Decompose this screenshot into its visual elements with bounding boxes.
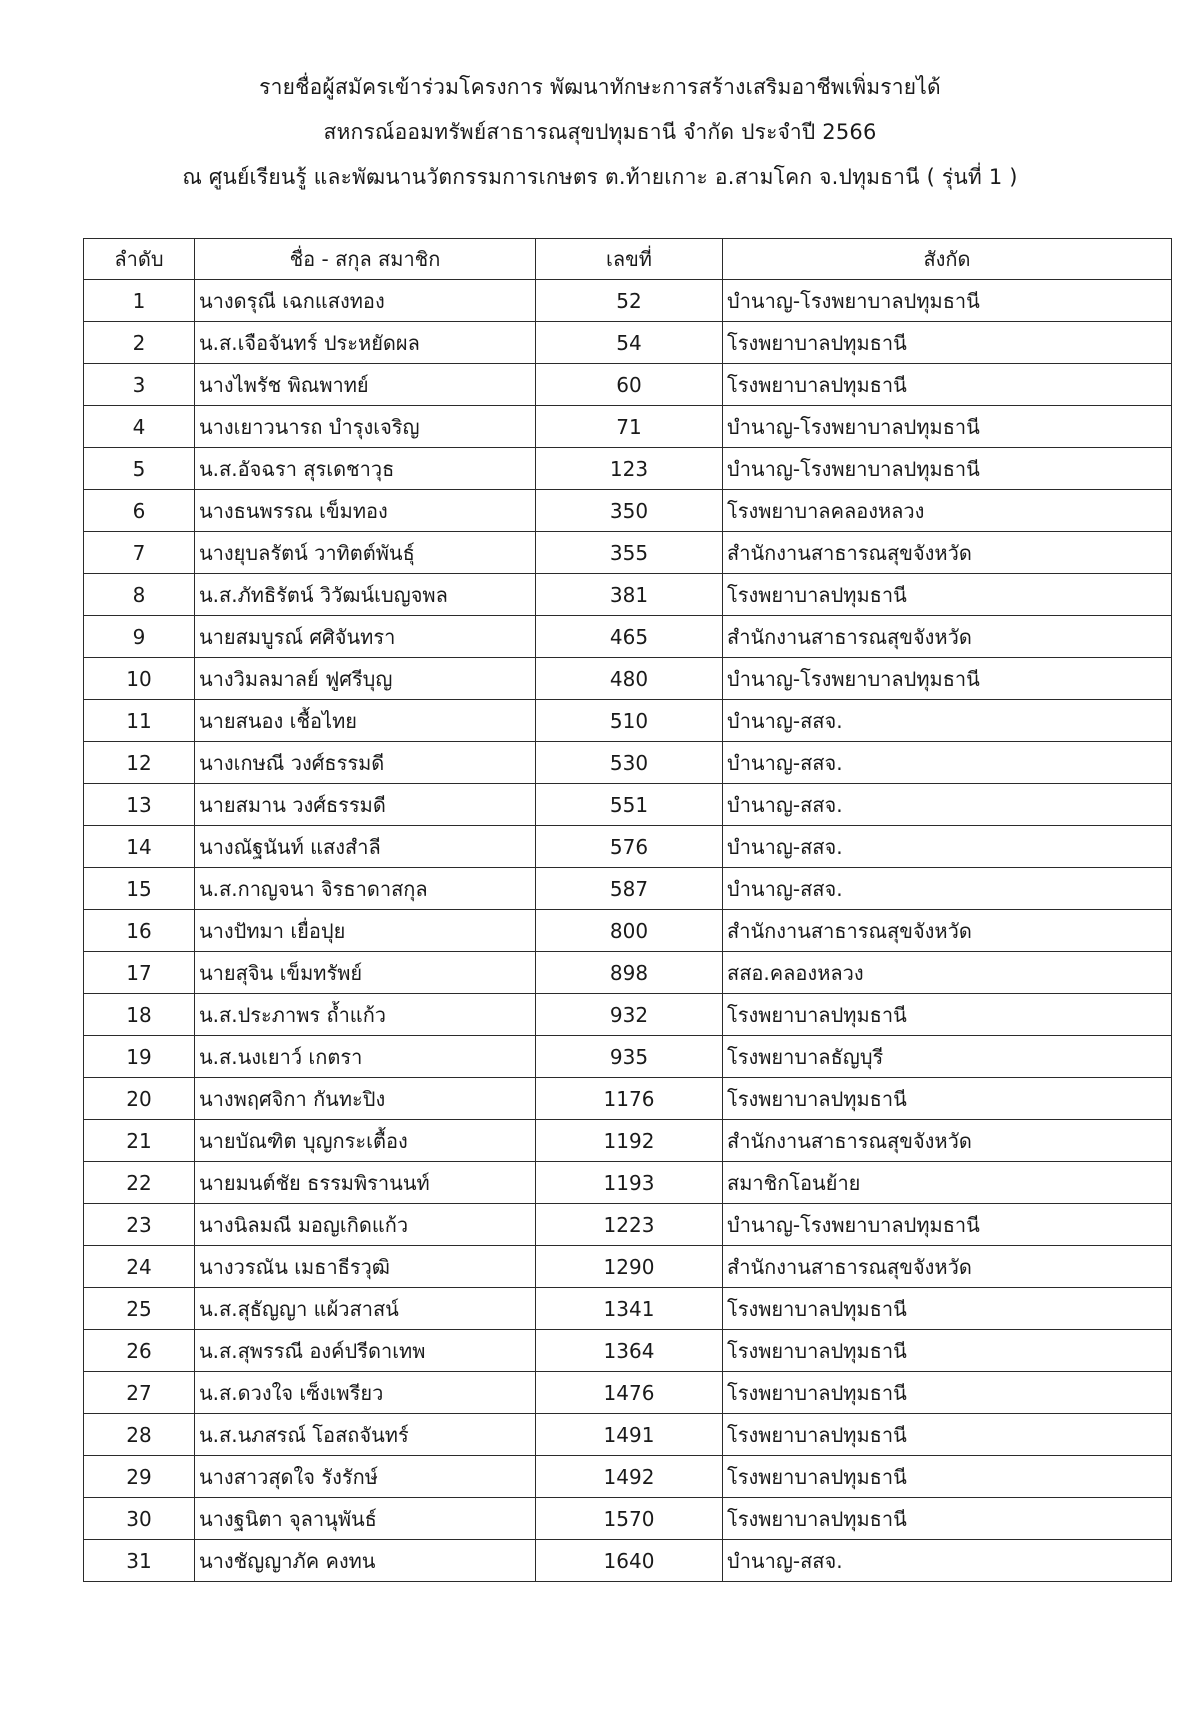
cell-member-number: 932 xyxy=(536,994,723,1036)
table-row xyxy=(84,1162,1172,1204)
table-row xyxy=(84,448,1172,490)
cell-member-number: 54 xyxy=(536,322,723,364)
cell-name: นางชัญญาภัค คงทน xyxy=(195,1540,536,1582)
applicant-table xyxy=(83,238,1172,1582)
cell-affiliation: บำนาญ-โรงพยาบาลปทุมธานี xyxy=(723,658,1172,700)
cell-member-number: 1491 xyxy=(536,1414,723,1456)
table-row xyxy=(84,280,1172,322)
cell-order: 9 xyxy=(84,616,195,658)
cell-affiliation: บำนาญ-สสจ. xyxy=(723,742,1172,784)
table-row xyxy=(84,1120,1172,1162)
cell-member-number: 576 xyxy=(536,826,723,868)
cell-affiliation: บำนาญ-โรงพยาบาลปทุมธานี xyxy=(723,448,1172,490)
cell-order: 6 xyxy=(84,490,195,532)
cell-name: น.ส.นภสรณ์ โอสถจันทร์ xyxy=(195,1414,536,1456)
cell-name: นางเยาวนารถ บำรุงเจริญ xyxy=(195,406,536,448)
cell-affiliation: โรงพยาบาลธัญบุรี xyxy=(723,1036,1172,1078)
table-row xyxy=(84,994,1172,1036)
cell-member-number: 1640 xyxy=(536,1540,723,1582)
table-row xyxy=(84,1456,1172,1498)
table-row xyxy=(84,490,1172,532)
cell-member-number: 71 xyxy=(536,406,723,448)
column-header-name: ชื่อ - สกุล สมาชิก xyxy=(195,239,536,280)
cell-name: น.ส.ประภาพร ถ้ำแก้ว xyxy=(195,994,536,1036)
column-header-order: ลำดับ xyxy=(84,239,195,280)
cell-order: 25 xyxy=(84,1288,195,1330)
cell-member-number: 587 xyxy=(536,868,723,910)
cell-name: น.ส.ภัทธิรัตน์ วิวัฒน์เบญจพล xyxy=(195,574,536,616)
cell-name: นางสาวสุดใจ รังรักษ์ xyxy=(195,1456,536,1498)
table-row xyxy=(84,826,1172,868)
cell-name: น.ส.สุพรรณี องค์ปรีดาเทพ xyxy=(195,1330,536,1372)
cell-affiliation: บำนาญ-สสจ. xyxy=(723,700,1172,742)
cell-name: นางฐนิตา จุลานุพันธ์ xyxy=(195,1498,536,1540)
cell-name: นางเกษณี วงศ์ธรรมดี xyxy=(195,742,536,784)
cell-order: 22 xyxy=(84,1162,195,1204)
cell-affiliation: สมาชิกโอนย้าย xyxy=(723,1162,1172,1204)
cell-name: น.ส.สุธัญญา แผ้วสาสน์ xyxy=(195,1288,536,1330)
cell-order: 3 xyxy=(84,364,195,406)
cell-affiliation: โรงพยาบาลปทุมธานี xyxy=(723,1414,1172,1456)
table-row xyxy=(84,1204,1172,1246)
cell-order: 13 xyxy=(84,784,195,826)
cell-affiliation: สำนักงานสาธารณสุขจังหวัด xyxy=(723,1246,1172,1288)
cell-name: นายสมาน วงศ์ธรรมดี xyxy=(195,784,536,826)
cell-name: นางวรณัน เมธาธีรวุฒิ xyxy=(195,1246,536,1288)
cell-member-number: 123 xyxy=(536,448,723,490)
cell-name: นางนิลมณี มอญเกิดแก้ว xyxy=(195,1204,536,1246)
cell-member-number: 800 xyxy=(536,910,723,952)
cell-member-number: 52 xyxy=(536,280,723,322)
cell-member-number: 1476 xyxy=(536,1372,723,1414)
cell-name: นางดรุณี เฉกแสงทอง xyxy=(195,280,536,322)
cell-order: 18 xyxy=(84,994,195,1036)
cell-affiliation: โรงพยาบาลปทุมธานี xyxy=(723,322,1172,364)
cell-name: น.ส.นงเยาว์ เกตรา xyxy=(195,1036,536,1078)
cell-order: 20 xyxy=(84,1078,195,1120)
cell-affiliation: โรงพยาบาลปทุมธานี xyxy=(723,1498,1172,1540)
cell-member-number: 1364 xyxy=(536,1330,723,1372)
table-row xyxy=(84,700,1172,742)
table-row xyxy=(84,658,1172,700)
table-row xyxy=(84,1288,1172,1330)
cell-name: นายสุจิน เข็มทรัพย์ xyxy=(195,952,536,994)
cell-member-number: 530 xyxy=(536,742,723,784)
cell-affiliation: โรงพยาบาลปทุมธานี xyxy=(723,1456,1172,1498)
cell-affiliation: โรงพยาบาลปทุมธานี xyxy=(723,1372,1172,1414)
table-row xyxy=(84,952,1172,994)
table-row xyxy=(84,1498,1172,1540)
cell-affiliation: โรงพยาบาลปทุมธานี xyxy=(723,1330,1172,1372)
cell-affiliation: โรงพยาบาลปทุมธานี xyxy=(723,1288,1172,1330)
cell-member-number: 1290 xyxy=(536,1246,723,1288)
table-row xyxy=(84,868,1172,910)
cell-member-number: 1492 xyxy=(536,1456,723,1498)
cell-order: 1 xyxy=(84,280,195,322)
table-row xyxy=(84,1246,1172,1288)
cell-affiliation: สำนักงานสาธารณสุขจังหวัด xyxy=(723,1120,1172,1162)
cell-order: 11 xyxy=(84,700,195,742)
cell-name: นายสนอง เชื้อไทย xyxy=(195,700,536,742)
table-row xyxy=(84,784,1172,826)
cell-order: 21 xyxy=(84,1120,195,1162)
cell-order: 15 xyxy=(84,868,195,910)
column-header-member-number: เลขที่ xyxy=(536,239,723,280)
cell-affiliation: สำนักงานสาธารณสุขจังหวัด xyxy=(723,910,1172,952)
cell-name: นางณัฐนันท์ แสงสำลี xyxy=(195,826,536,868)
cell-member-number: 510 xyxy=(536,700,723,742)
table-row xyxy=(84,406,1172,448)
cell-member-number: 1176 xyxy=(536,1078,723,1120)
cell-affiliation: บำนาญ-สสจ. xyxy=(723,784,1172,826)
cell-name: นางยุบลรัตน์ วาทิตต์พันธุ์ xyxy=(195,532,536,574)
cell-member-number: 1192 xyxy=(536,1120,723,1162)
cell-member-number: 60 xyxy=(536,364,723,406)
cell-order: 14 xyxy=(84,826,195,868)
cell-affiliation: บำนาญ-สสจ. xyxy=(723,1540,1172,1582)
cell-name: นางวิมลมาลย์ ฟูศรีบุญ xyxy=(195,658,536,700)
cell-affiliation: สสอ.คลองหลวง xyxy=(723,952,1172,994)
table-row xyxy=(84,1330,1172,1372)
cell-name: นายบัณฑิต บุญกระเตื้อง xyxy=(195,1120,536,1162)
cell-order: 2 xyxy=(84,322,195,364)
table-row xyxy=(84,364,1172,406)
cell-order: 16 xyxy=(84,910,195,952)
cell-order: 17 xyxy=(84,952,195,994)
table-row xyxy=(84,616,1172,658)
cell-name: น.ส.ดวงใจ เซ็งเพรียว xyxy=(195,1372,536,1414)
cell-member-number: 350 xyxy=(536,490,723,532)
cell-name: นางพฤศจิกา กันทะปิง xyxy=(195,1078,536,1120)
cell-order: 27 xyxy=(84,1372,195,1414)
cell-name: น.ส.เจือจันทร์ ประหยัดผล xyxy=(195,322,536,364)
table-header-row xyxy=(84,239,1172,280)
cell-member-number: 1193 xyxy=(536,1162,723,1204)
cell-order: 29 xyxy=(84,1456,195,1498)
cell-affiliation: บำนาญ-โรงพยาบาลปทุมธานี xyxy=(723,1204,1172,1246)
cell-member-number: 381 xyxy=(536,574,723,616)
table-row xyxy=(84,322,1172,364)
cell-name: น.ส.อัจฉรา สุรเดชาวุธ xyxy=(195,448,536,490)
cell-order: 26 xyxy=(84,1330,195,1372)
cell-name: นางปัทมา เยื่อปุย xyxy=(195,910,536,952)
document-title: รายชื่อผู้สมัครเข้าร่วมโครงการ พัฒนาทักษะการสร้างเสริมอาชีพเพิ่มรายได้ xyxy=(259,75,941,99)
cell-order: 31 xyxy=(84,1540,195,1582)
table-row xyxy=(84,1036,1172,1078)
cell-member-number: 898 xyxy=(536,952,723,994)
cell-order: 24 xyxy=(84,1246,195,1288)
table-row xyxy=(84,574,1172,616)
cell-affiliation: โรงพยาบาลปทุมธานี xyxy=(723,994,1172,1036)
cell-affiliation: โรงพยาบาลปทุมธานี xyxy=(723,1078,1172,1120)
table-row xyxy=(84,1414,1172,1456)
cell-order: 12 xyxy=(84,742,195,784)
cell-name: นายมนต์ชัย ธรรมพิรานนท์ xyxy=(195,1162,536,1204)
cell-order: 7 xyxy=(84,532,195,574)
cell-affiliation: บำนาญ-โรงพยาบาลปทุมธานี xyxy=(723,406,1172,448)
cell-order: 30 xyxy=(84,1498,195,1540)
cell-member-number: 551 xyxy=(536,784,723,826)
cell-member-number: 465 xyxy=(536,616,723,658)
cell-name: น.ส.กาญจนา จิรธาดาสกุล xyxy=(195,868,536,910)
table-row xyxy=(84,1540,1172,1582)
cell-affiliation: สำนักงานสาธารณสุขจังหวัด xyxy=(723,532,1172,574)
cell-member-number: 935 xyxy=(536,1036,723,1078)
table-row xyxy=(84,742,1172,784)
cell-affiliation: โรงพยาบาลคลองหลวง xyxy=(723,490,1172,532)
cell-affiliation: โรงพยาบาลปทุมธานี xyxy=(723,574,1172,616)
cell-affiliation: โรงพยาบาลปทุมธานี xyxy=(723,364,1172,406)
cell-member-number: 1570 xyxy=(536,1498,723,1540)
cell-member-number: 480 xyxy=(536,658,723,700)
table-row xyxy=(84,1078,1172,1120)
cell-order: 19 xyxy=(84,1036,195,1078)
cell-order: 10 xyxy=(84,658,195,700)
cell-order: 5 xyxy=(84,448,195,490)
cell-order: 28 xyxy=(84,1414,195,1456)
cell-member-number: 1223 xyxy=(536,1204,723,1246)
document-subtitle: สหกรณ์ออมทรัพย์สาธารณสุขปทุมธานี จำกัด ประจำปี 2566 xyxy=(323,120,877,144)
document-location-line: ณ ศูนย์เรียนรู้ และพัฒนานวัตกรรมการเกษตร ต.ท้ายเกาะ อ.สามโคก จ.ปทุมธานี ( รุ่นที่ 1 ) xyxy=(182,165,1018,189)
cell-affiliation: บำนาญ-สสจ. xyxy=(723,826,1172,868)
cell-name: นางธนพรรณ เข็มทอง xyxy=(195,490,536,532)
table-row xyxy=(84,1372,1172,1414)
cell-affiliation: บำนาญ-โรงพยาบาลปทุมธานี xyxy=(723,280,1172,322)
cell-affiliation: บำนาญ-สสจ. xyxy=(723,868,1172,910)
cell-order: 4 xyxy=(84,406,195,448)
cell-name: นางไพรัช พิณพาทย์ xyxy=(195,364,536,406)
cell-member-number: 1341 xyxy=(536,1288,723,1330)
table-row xyxy=(84,532,1172,574)
column-header-affiliation: สังกัด xyxy=(723,239,1172,280)
cell-name: นายสมบูรณ์ ศศิจันทรา xyxy=(195,616,536,658)
cell-order: 8 xyxy=(84,574,195,616)
table-row xyxy=(84,910,1172,952)
cell-member-number: 355 xyxy=(536,532,723,574)
cell-order: 23 xyxy=(84,1204,195,1246)
cell-affiliation: สำนักงานสาธารณสุขจังหวัด xyxy=(723,616,1172,658)
